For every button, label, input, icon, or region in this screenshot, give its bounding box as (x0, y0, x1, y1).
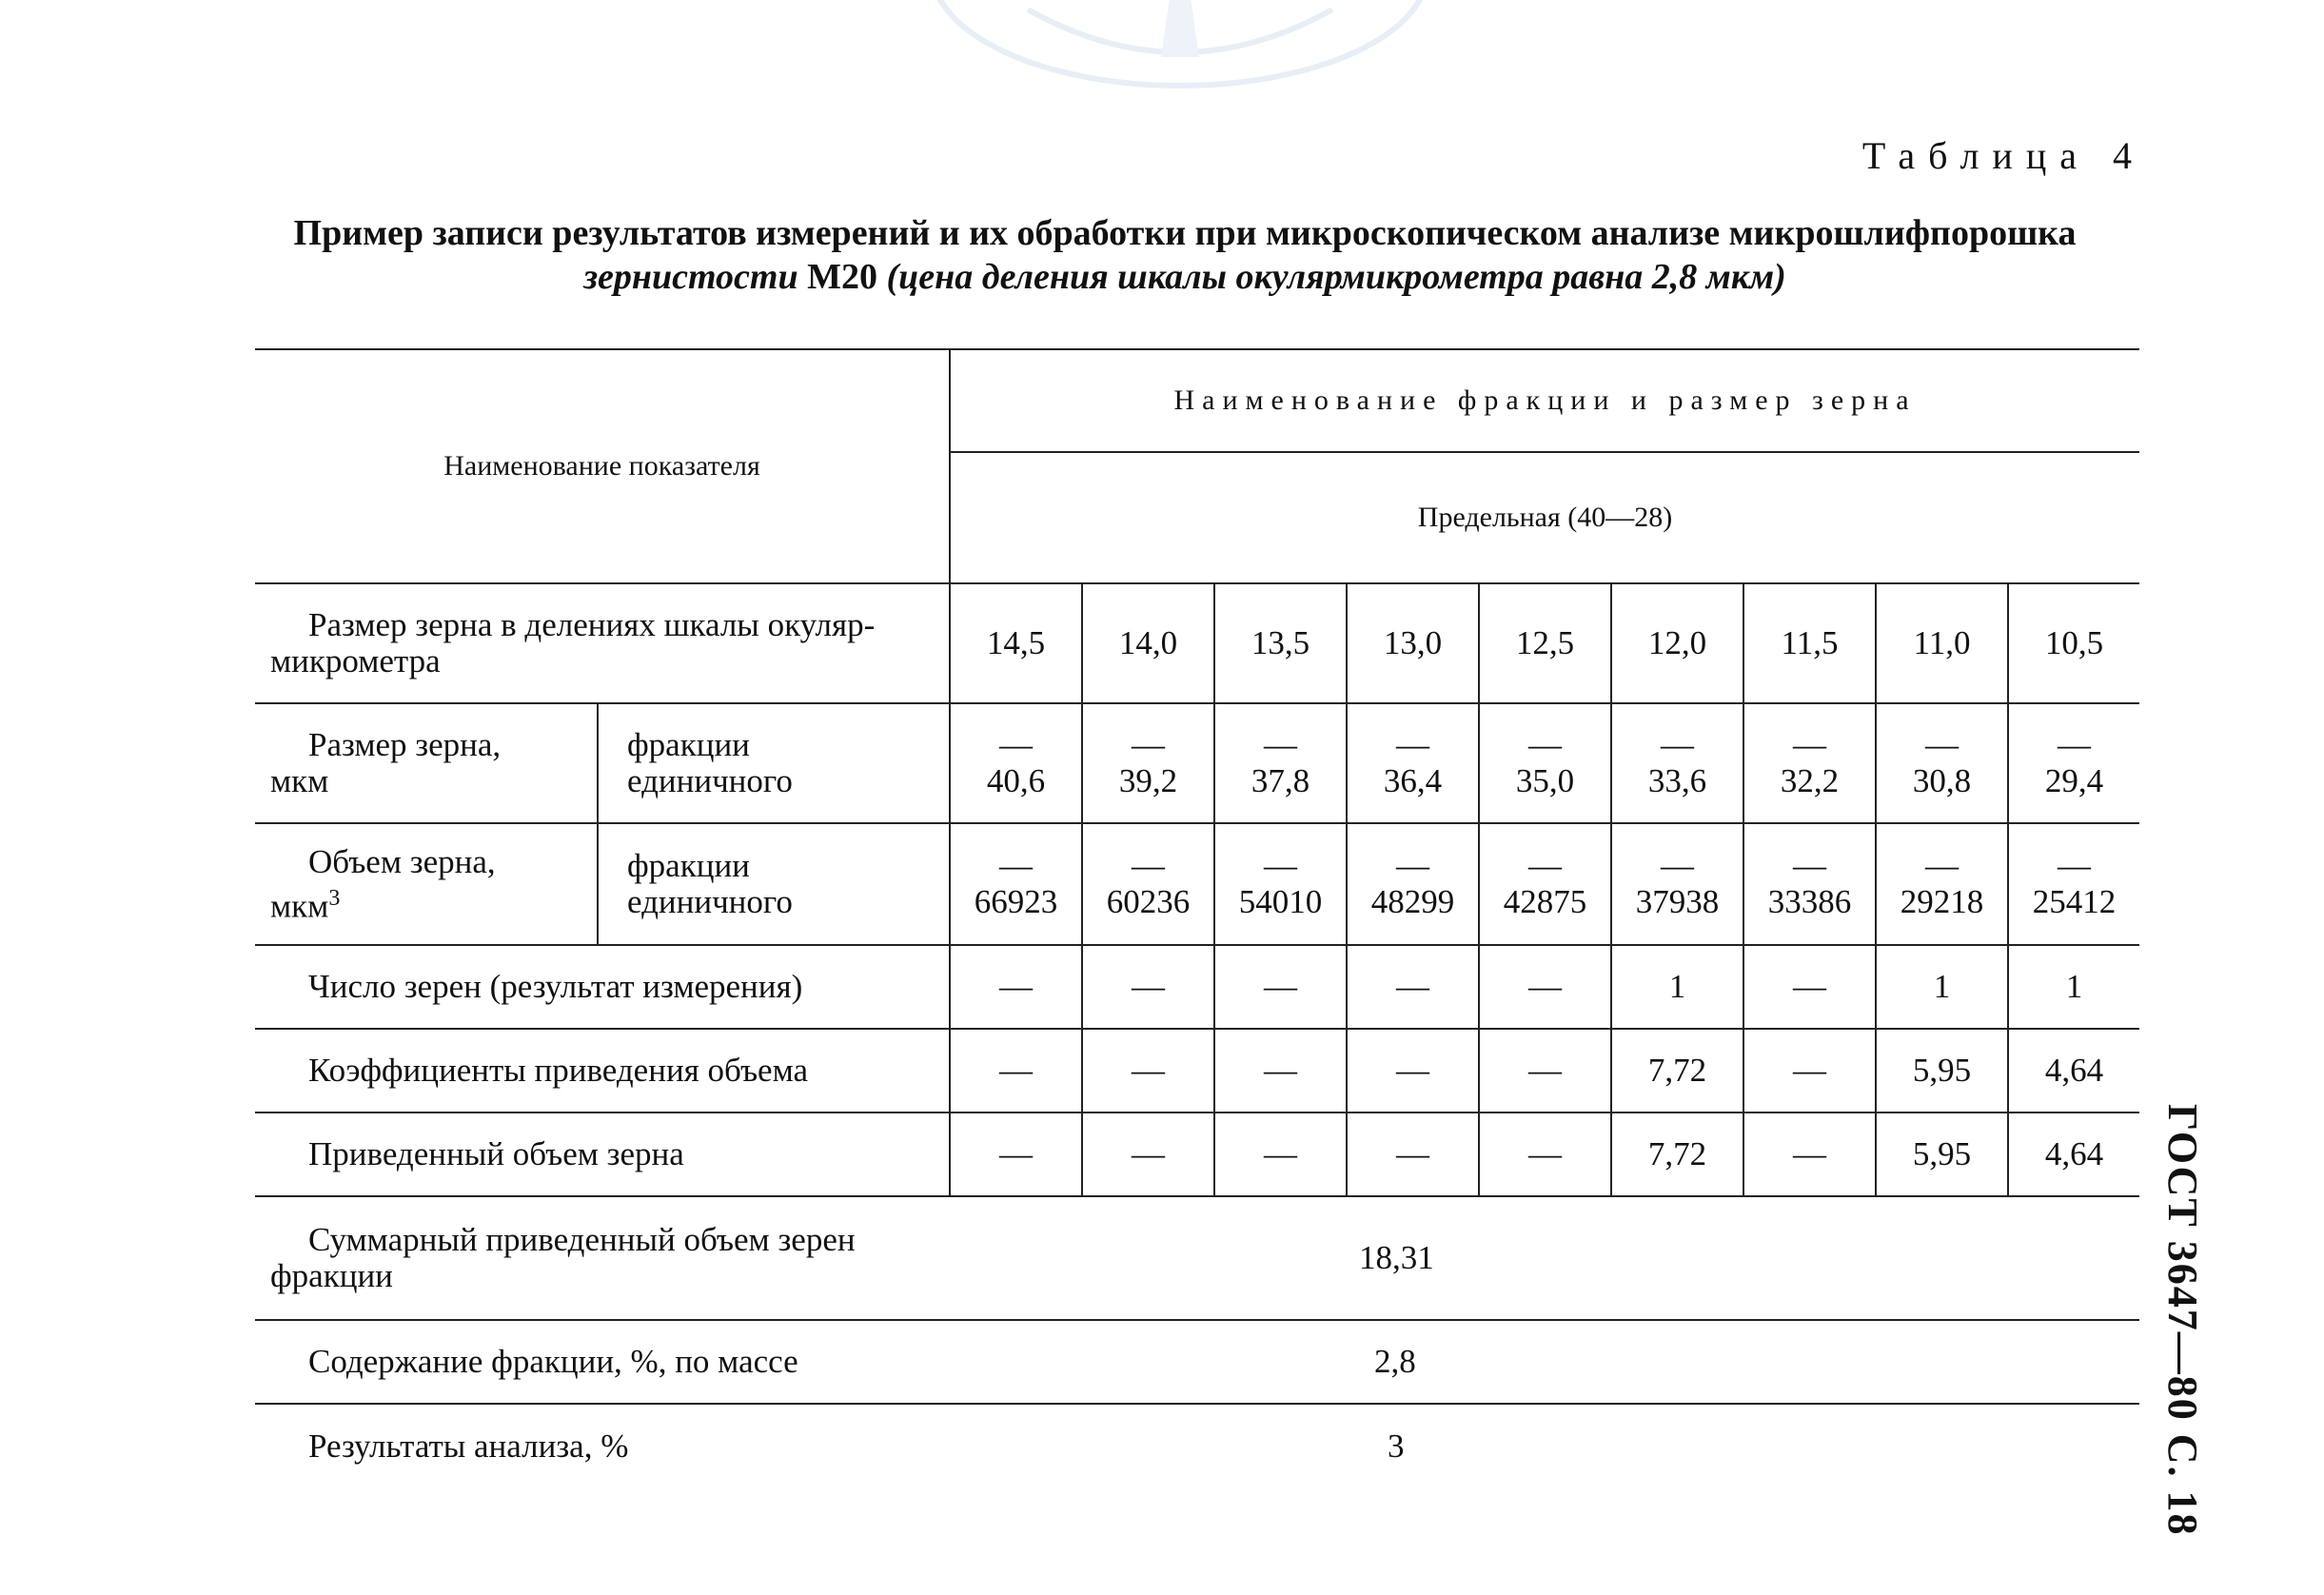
grain-size-cell: — 35,0 (1479, 703, 1611, 823)
grain-count-cell: 1 (1611, 945, 1743, 1029)
grain-count-cell: — (1082, 945, 1214, 1029)
reduced-volume-cell: — (1479, 1113, 1611, 1196)
reduced-volume-cell: — (1347, 1113, 1479, 1196)
row-label-coefficients: Коэффициенты приведения объема (255, 1029, 950, 1113)
header-indicator: Наименование показателя (255, 349, 950, 583)
grain-size-cell: — 30,8 (1876, 703, 2008, 823)
scale-size-cell: 14,0 (1082, 583, 1214, 703)
scale-size-cell: 11,0 (1876, 583, 2008, 703)
row-label-grain-count: Число зерен (результат измерения) (255, 945, 950, 1029)
row-label-sum-volume: Суммарный приведенный объем зерен фракции (255, 1196, 950, 1320)
grain-volume-cell: — 25412 (2008, 823, 2139, 945)
coefficient-cell: — (1214, 1029, 1347, 1113)
grain-size-cell: — 39,2 (1082, 703, 1214, 823)
row-label-scale-size: Размер зерна в делениях шкалы окуляр-микрометра (255, 583, 950, 703)
table-row-reduced-volume (255, 1113, 2139, 1196)
results-table (255, 348, 2139, 1487)
grain-size-cell: — 32,2 (1743, 703, 1876, 823)
coefficient-cell: — (1082, 1029, 1214, 1113)
grain-size-cell: — 37,8 (1214, 703, 1347, 823)
grain-count-cell: — (1214, 945, 1347, 1029)
reduced-volume-cell: — (1743, 1113, 1876, 1196)
grain-size-cell: — 29,4 (2008, 703, 2139, 823)
grain-volume-cell: — 60236 (1082, 823, 1214, 945)
row-label-results: Результаты анализа, % (308, 1427, 629, 1465)
grain-volume-cell: — 42875 (1479, 823, 1611, 945)
row-label-fraction-content: Содержание фракции, %, по массе (255, 1320, 950, 1404)
grain-volume-cell: — 33386 (1743, 823, 1876, 945)
document-side-label: ГОСТ 3647—80 С. 18 (2159, 1104, 2206, 1537)
grain-count-cell: 1 (1876, 945, 2008, 1029)
row-sublabel-grain-size: фракции единичного (598, 703, 950, 823)
reduced-volume-cell: 4,64 (2008, 1113, 2139, 1196)
table-row-fraction-content (255, 1320, 2139, 1404)
row-label-reduced-volume: Приведенный объем зерна (255, 1113, 950, 1196)
grain-volume-cell: — 37938 (1611, 823, 1743, 945)
reduced-volume-cell: 5,95 (1876, 1113, 2008, 1196)
scale-size-cell: 12,5 (1479, 583, 1611, 703)
coefficient-cell: — (1479, 1029, 1611, 1113)
table-number-label: Таблица 4 (1861, 134, 2145, 177)
title-line-1: Пример записи результатов измерений и их обработки при микроскопическом анализе микрошлифпорошка (293, 213, 2077, 253)
title-line-2: зернистости М20 (цена деления шкалы окулярмикрометра равна 2,8 мкм) (583, 257, 1786, 297)
grain-size-cell: — 33,6 (1611, 703, 1743, 823)
grain-volume-cell: — 54010 (1214, 823, 1347, 945)
grain-volume-cell: — 29218 (1876, 823, 2008, 945)
row-label-grain-size: Размер зерна, мкм (255, 703, 598, 823)
scale-size-cell: 13,0 (1347, 583, 1479, 703)
grade-label: М20 (807, 257, 877, 297)
scale-size-cell: 14,5 (950, 583, 1082, 703)
reduced-volume-cell: 7,72 (1611, 1113, 1743, 1196)
results-value: 3 (1388, 1427, 1405, 1465)
scale-size-cell: 11,5 (1743, 583, 1876, 703)
row-label-grain-volume: Объем зерна, мкм$^3$ (255, 823, 598, 945)
coefficient-cell: 5,95 (1876, 1029, 2008, 1113)
table-row-grain-size (255, 703, 2139, 823)
coefficient-cell: — (1347, 1029, 1479, 1113)
table-row-grain-volume (255, 823, 2139, 945)
scale-size-cell: 12,0 (1611, 583, 1743, 703)
grain-size-cell: — 36,4 (1347, 703, 1479, 823)
row-sublabel-grain-volume: фракции единичного (598, 823, 950, 945)
sum-volume-value: 18,31 (950, 1196, 2139, 1320)
table-title (228, 211, 2141, 299)
reduced-volume-cell: — (1214, 1113, 1347, 1196)
grain-volume-cell: — 48299 (1347, 823, 1479, 945)
reduced-volume-cell: — (1082, 1113, 1214, 1196)
header-fraction-name: Предельная (40—28) (950, 452, 2139, 583)
table-row-grain-count (255, 945, 2139, 1029)
scale-size-cell: 13,5 (1214, 583, 1347, 703)
coefficient-cell: — (1743, 1029, 1876, 1113)
grain-size-cell: — 40,6 (950, 703, 1082, 823)
fraction-content-value: 2,8 (950, 1320, 2139, 1404)
coefficient-cell: — (950, 1029, 1082, 1113)
coefficient-cell: 7,72 (1611, 1029, 1743, 1113)
table-row-sum-volume (255, 1196, 2139, 1320)
coefficient-cell: 4,64 (2008, 1029, 2139, 1113)
grain-count-cell: 1 (2008, 945, 2139, 1029)
table-row-coefficients (255, 1029, 2139, 1113)
reduced-volume-cell: — (950, 1113, 1082, 1196)
grain-count-cell: — (1347, 945, 1479, 1029)
header-fraction-size: Наименование фракции и размер зерна (950, 349, 2139, 452)
scale-size-cell: 10,5 (2008, 583, 2139, 703)
grain-volume-cell: — 66923 (950, 823, 1082, 945)
grain-count-cell: — (1479, 945, 1611, 1029)
table-row-results (255, 1404, 2139, 1487)
table-row-scale-size (255, 583, 2139, 703)
watermark-emblem-icon (914, 0, 1447, 95)
grain-count-cell: — (950, 945, 1082, 1029)
grain-count-cell: — (1743, 945, 1876, 1029)
